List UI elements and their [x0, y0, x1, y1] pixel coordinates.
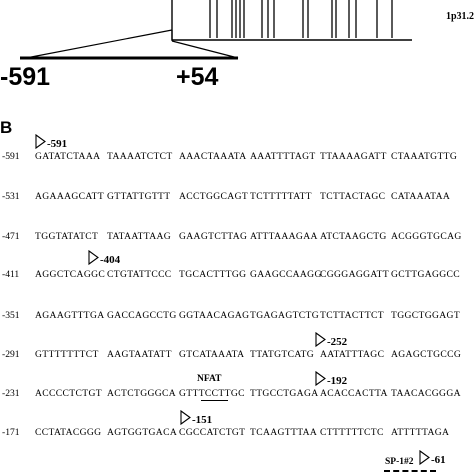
sequence-block: TAACACGGGA: [391, 388, 461, 399]
promoter-end-label: +54: [176, 63, 219, 91]
panel-a-ideogram: [0, 0, 474, 100]
sequence-position: -231: [2, 388, 20, 399]
figure-page: 1p31.2 -591 +54 B -591 -404 -252 -192 -151 -61 NFAT SP-1#2 -591 GATATCTAAA TAAAATCTCT AAACTAAATA AAATTTTAGT TTAAAAGATT CTAAATGTTG -531 AGAAAGCATT GTTATTGTTT ACCTGGCAGT TCTTTTTATT TCTTACTAGC CATAAATAA -471 TGGTATATCT TATAATTAAG GAAGTCTTAG ATTTAAAGAA ATCTAAGCTG ACGGGTGCAG -411 AGGCTCAGGC CTGTATTCCC TGCACTTTGG GAAGCCAAGG CGGGAGGATT GCTTGAGGCC -351 AGAAGTTTGA GACCAGCCTG GGTAACAGAG TGAGAGTCTG TCTTACTTCT TGGCTGGAGT -291 GTTTTTTTCT AAGTAATATT GTCATAAATA TTATGTCATG AATATTTAGC AGAGCTGCCG -231 ACCCCTCTGT ACTCTGGGCA GTTTCCTTGC TTGCCTGAGA ACACCACTTA TAACACGGGA -171 CCTATACGGG AGTGGTGACA CGCCATCTGT TCAAGTTTAA CTTTTTTCTC ATTTTTAGA: [0, 0, 474, 474]
sequence-block: CGGGAGGATT: [320, 269, 390, 280]
sequence-block: GATATCTAAA: [35, 151, 101, 162]
sequence-block: ACCCCTCTGT: [35, 388, 102, 399]
marker-triangle-icon: [315, 332, 327, 348]
sequence-block: ATTTAAAGAA: [250, 231, 318, 242]
marker-triangle-icon: [35, 134, 47, 150]
sequence-block: GACCAGCCTG: [107, 310, 177, 321]
sequence-position: -591: [2, 151, 20, 162]
nfat-site-underline: [201, 400, 228, 401]
sequence-block: AATATTTAGC: [320, 349, 385, 360]
sequence-block: ACACCACTTA: [320, 388, 388, 399]
sequence-block: AGTGGTGACA: [107, 427, 178, 438]
sequence-block: ACTCTGGGCA: [107, 388, 177, 399]
sequence-position: -171: [2, 427, 20, 438]
sequence-block: GTTTCCTTGC: [179, 388, 245, 399]
sequence-block: AAACTAAATA: [179, 151, 247, 162]
sequence-block: GTCATAAATA: [179, 349, 245, 360]
sequence-block: GGTAACAGAG: [179, 310, 250, 321]
sequence-position: -291: [2, 349, 20, 360]
chromosome-outline: [172, 0, 412, 40]
sequence-block: ATTTTTAGA: [391, 427, 450, 438]
sequence-block: TGGCTGGAGT: [391, 310, 461, 321]
sequence-block: TGGTATATCT: [35, 231, 99, 242]
marker-triangle-icon: [419, 450, 431, 466]
sequence-block: CGCCATCTGT: [179, 427, 246, 438]
sequence-position: -471: [2, 231, 20, 242]
sequence-position: -411: [2, 269, 20, 280]
sequence-block: TTGCCTGAGA: [250, 388, 319, 399]
sequence-block: AAATTTTAGT: [250, 151, 316, 162]
sequence-block: GAAGTCTTAG: [179, 231, 248, 242]
zoom-lines: [26, 30, 238, 58]
marker-triangle-icon: [180, 410, 192, 426]
sequence-block: ACCTGGCAGT: [179, 191, 249, 202]
sequence-block: GCTTGAGGCC: [391, 269, 461, 280]
sequence-block: TGAGAGTCTG: [250, 310, 320, 321]
sequence-block: GTTTTTTTCT: [35, 349, 99, 360]
sequence-position: -531: [2, 191, 20, 202]
sequence-block: AGAGCTGCCG: [391, 349, 462, 360]
sequence-block: AGGCTCAGGC: [35, 269, 106, 280]
sequence-block: GAAGCCAAGG: [250, 269, 322, 280]
sequence-block: ATCTAAGCTG: [320, 231, 387, 242]
sequence-block: TTAAAAGATT: [320, 151, 387, 162]
sequence-block: CTAAATGTTG: [391, 151, 458, 162]
sequence-block: AGAAGTTTGA: [35, 310, 105, 321]
sequence-block: AAGTAATATT: [107, 349, 172, 360]
chromosome-band-label: 1p31.2: [446, 11, 474, 22]
sequence-block: TCTTACTTCT: [320, 310, 385, 321]
sequence-block: CATAAATAA: [391, 191, 451, 202]
marker-triangle-icon: [315, 371, 327, 387]
sequence-block: CCTATACGGG: [35, 427, 102, 438]
sequence-block: TGCACTTTGG: [179, 269, 247, 280]
sequence-block: ACGGGTGCAG: [391, 231, 462, 242]
nfat-site-label: NFAT: [197, 374, 222, 384]
sequence-block: TATAATTAAG: [107, 231, 172, 242]
sequence-block: CTTTTTTCTC: [320, 427, 384, 438]
marker-triangle-icon: [88, 250, 100, 266]
sequence-block: TTATGTCATG: [250, 349, 315, 360]
panel-b-label: B: [0, 118, 13, 137]
chromosome-bands: [210, 0, 392, 38]
promoter-start-label: -591: [0, 63, 51, 91]
sequence-position: -351: [2, 310, 20, 321]
sequence-block: AGAAAGCATT: [35, 191, 105, 202]
sequence-block: GTTATTGTTT: [107, 191, 171, 202]
sp1-site-underline: [384, 470, 436, 472]
sequence-block: TCTTACTAGC: [320, 191, 386, 202]
sp1-site-label: SP-1#2: [385, 457, 414, 467]
sequence-block: CTGTATTCCC: [107, 269, 172, 280]
sequence-block: TCAAGTTTAA: [250, 427, 318, 438]
sequence-block: TAAAATCTCT: [107, 151, 173, 162]
sequence-block: TCTTTTTATT: [250, 191, 312, 202]
